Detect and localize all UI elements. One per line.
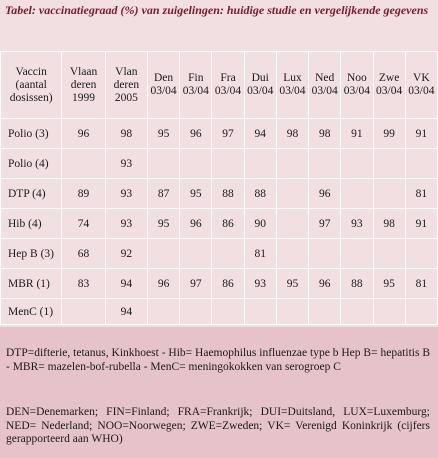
- table-cell: [276, 299, 308, 325]
- header-line: Zwe: [378, 72, 400, 84]
- row-label: Polio (4): [1, 149, 62, 179]
- table-cell: 94: [105, 299, 147, 325]
- header-line: Fin: [188, 72, 204, 84]
- table-cell: 98: [373, 209, 405, 239]
- header-column: [244, 52, 276, 119]
- header-column: [105, 52, 147, 119]
- table-cell: 88: [212, 179, 244, 209]
- header-column: [405, 52, 437, 119]
- table-cell: [341, 239, 373, 269]
- table-cell: [244, 149, 276, 179]
- table-cell: 93: [341, 209, 373, 239]
- table-cell: 96: [147, 269, 179, 299]
- header-line: 1999: [72, 91, 96, 104]
- header-line: Ned: [315, 72, 335, 84]
- table-cell: 74: [62, 209, 105, 239]
- table-cell: [276, 149, 308, 179]
- header-column: [212, 52, 244, 119]
- table-cell: [309, 239, 341, 269]
- header-line: Fra: [220, 72, 236, 84]
- table-cell: [341, 149, 373, 179]
- table-cell: 99: [373, 119, 405, 149]
- table-cell: [405, 149, 437, 179]
- row-label: Polio (3): [1, 119, 62, 149]
- table-cell: 91: [341, 119, 373, 149]
- table-cell: [244, 299, 276, 325]
- table-cell: 81: [244, 239, 276, 269]
- table-cell: [405, 239, 437, 269]
- table-cell: [212, 239, 244, 269]
- row-label: Hep B (3): [1, 239, 62, 269]
- table-cell: [373, 179, 405, 209]
- table-cell: [180, 149, 212, 179]
- table-cell: 95: [373, 269, 405, 299]
- table-cell: 90: [244, 209, 276, 239]
- country-text: DEN=Denemarken; FIN=Finland; FRA=Frankrijk; DUI=Duitsland, LUX=Luxemburg; NED= Nederland; NOO=Noorwegen; ZWE=Zweden; VK= Verenigd Koninkrijk (cijfers gerapporteerd aan WHO): [6, 406, 430, 445]
- header-line: 03/04: [311, 85, 338, 97]
- table-cell: 98: [276, 119, 308, 149]
- table-cell: 89: [62, 179, 105, 209]
- table-cell: [62, 149, 105, 179]
- table-cell: [212, 299, 244, 325]
- table-cell: [405, 299, 437, 325]
- table-cell: 98: [105, 119, 147, 149]
- header-column: [309, 52, 341, 119]
- table-cell: [62, 299, 105, 325]
- table-cell: 93: [105, 179, 147, 209]
- table-row: [1, 179, 438, 209]
- header-line: 03/04: [376, 85, 403, 97]
- table-cell: 87: [147, 179, 179, 209]
- table-cell: 92: [105, 239, 147, 269]
- table-row: [1, 119, 438, 149]
- header-column: [62, 52, 105, 119]
- header-line: 03/04: [247, 85, 274, 97]
- table-cell: 91: [405, 209, 437, 239]
- table-row: [1, 239, 438, 269]
- table-row: [1, 149, 438, 179]
- header-line: 03/04: [279, 85, 306, 97]
- country-legend: [6, 406, 430, 447]
- table-cell: [276, 209, 308, 239]
- table-cell: 97: [212, 119, 244, 149]
- table-cell: 88: [244, 179, 276, 209]
- header-column: [147, 52, 179, 119]
- table-cell: [147, 149, 179, 179]
- table-row: [1, 269, 438, 299]
- table-cell: 97: [309, 209, 341, 239]
- table-cell: 98: [309, 119, 341, 149]
- table-cell: [147, 299, 179, 325]
- table-cell: 86: [212, 209, 244, 239]
- table-cell: [309, 299, 341, 325]
- header-line: Lux: [283, 72, 302, 84]
- header-line: 03/04: [343, 85, 370, 97]
- table-cell: 94: [244, 119, 276, 149]
- header-column: [180, 52, 212, 119]
- vaccination-table: [0, 51, 438, 325]
- header-vaccine: [1, 52, 62, 119]
- table-cell: 81: [405, 179, 437, 209]
- table-cell: 83: [62, 269, 105, 299]
- header-column: [341, 52, 373, 119]
- table-cell: [373, 299, 405, 325]
- table-body: [1, 119, 438, 325]
- table-cell: 96: [309, 179, 341, 209]
- table-cell: [276, 179, 308, 209]
- table-header-row: [1, 52, 438, 119]
- table-cell: 95: [276, 269, 308, 299]
- abbreviation-text: DTP=difterie, tetanus, Kinkhoest - Hib= Haemophilus influenzae type b Hep B= hepatitis B - MBR= mazelen-bof-rubella - MenC= meningokokken van serogroep C: [6, 347, 430, 373]
- table-cell: 96: [180, 119, 212, 149]
- table-row: [1, 299, 438, 325]
- row-label: DTP (4): [1, 179, 62, 209]
- table-cell: 96: [180, 209, 212, 239]
- row-label: MBR (1): [1, 269, 62, 299]
- header-line: 2005: [114, 91, 138, 104]
- table-cell: 93: [244, 269, 276, 299]
- table-cell: 95: [147, 209, 179, 239]
- table-cell: 97: [180, 269, 212, 299]
- header-line: 03/04: [150, 85, 177, 97]
- table-cell: [180, 299, 212, 325]
- table-cell: [341, 179, 373, 209]
- header-line: 03/04: [182, 85, 209, 97]
- table-cell: 91: [405, 119, 437, 149]
- row-label: MenC (1): [1, 299, 62, 325]
- table-cell: [373, 239, 405, 269]
- header-column: [373, 52, 405, 119]
- table-cell: [276, 239, 308, 269]
- header-line: 03/04: [408, 85, 435, 97]
- header-line: Dui: [251, 72, 269, 84]
- table-cell: [147, 239, 179, 269]
- table-cell: 88: [341, 269, 373, 299]
- header-line: Vlan: [115, 65, 138, 78]
- table-cell: 93: [105, 149, 147, 179]
- table-cell: 95: [147, 119, 179, 149]
- header-line: Vlaan: [69, 65, 98, 78]
- header-line: deren: [113, 78, 140, 91]
- header-line: deren: [70, 78, 97, 91]
- legend-panel: [0, 327, 438, 458]
- table-cell: [180, 239, 212, 269]
- table-cell: [341, 299, 373, 325]
- header-column: [276, 52, 308, 119]
- table-row: [1, 209, 438, 239]
- table-cell: [212, 149, 244, 179]
- table-cell: [373, 149, 405, 179]
- table-cell: 81: [405, 269, 437, 299]
- header-line: dosissen): [9, 91, 53, 104]
- table-cell: 95: [180, 179, 212, 209]
- table-cell: 68: [62, 239, 105, 269]
- table-caption: Tabel: vaccinatiegraad (%) van zuigelingen: huidige studie en vergelijkende gegevens: [5, 3, 429, 17]
- abbreviation-legend: [6, 347, 430, 374]
- table-cell: 96: [62, 119, 105, 149]
- header-line: VK: [413, 72, 430, 84]
- table-cell: [309, 149, 341, 179]
- header-line: Noo: [347, 72, 367, 84]
- header-line: Vaccin: [15, 65, 47, 78]
- header-line: (aantal: [15, 78, 47, 91]
- table-cell: 96: [309, 269, 341, 299]
- table-cell: 86: [212, 269, 244, 299]
- header-line: 03/04: [214, 85, 242, 97]
- table-cell: 93: [105, 209, 147, 239]
- table-cell: 94: [105, 269, 147, 299]
- row-label: Hib (4): [1, 209, 62, 239]
- header-line: Den: [154, 72, 174, 84]
